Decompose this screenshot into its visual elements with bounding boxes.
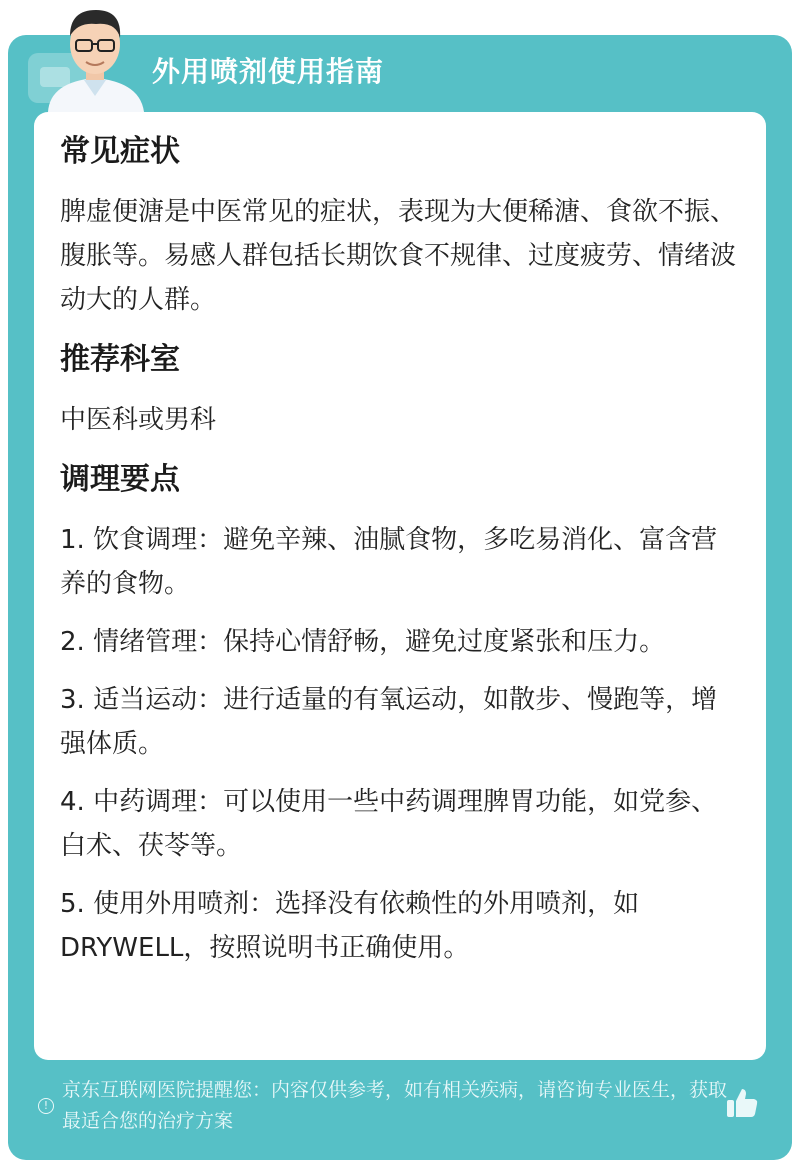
care-item: 5. 使用外用喷剂：选择没有依赖性的外用喷剂，如DRYWELL，按照说明书正确使用。 <box>60 889 640 963</box>
care-item: 2. 情绪管理：保持心情舒畅，避免过度紧张和压力。 <box>60 627 666 657</box>
card-content <box>60 134 736 970</box>
page-title: 外用喷剂使用指南 <box>152 55 385 88</box>
care-item: 4. 中药调理：可以使用一些中药调理脾胃功能，如党参、白术、茯苓等。 <box>60 787 718 861</box>
info-icon: ! <box>38 1098 54 1114</box>
thumbs-up-icon[interactable] <box>724 1085 760 1121</box>
content-card <box>34 112 766 1060</box>
department-heading: 推荐科室 <box>60 342 180 377</box>
symptoms-text: 脾虚便溏是中医常见的症状，表现为大便稀溏、食欲不振、腹胀等。易感人群包括长期饮食不规律、过度疲劳、情绪波动大的人群。 <box>60 197 737 315</box>
care-item: 1. 饮食调理：避免辛辣、油腻食物，多吃易消化、富含营养的食物。 <box>60 525 718 599</box>
care-heading: 调理要点 <box>60 462 180 497</box>
symptoms-heading: 常见症状 <box>60 134 180 169</box>
department-text: 中医科或男科 <box>60 405 217 435</box>
care-item: 3. 适当运动：进行适量的有氧运动，如散步、慢跑等，增强体质。 <box>60 685 718 759</box>
doctor-avatar-icon <box>40 0 150 112</box>
care-list <box>60 518 736 970</box>
footer-disclaimer: 京东互联网医院提醒您：内容仅供参考，如有相关疾病，请咨询专业医生，获取最适合您的治疗方案 <box>62 1079 728 1132</box>
